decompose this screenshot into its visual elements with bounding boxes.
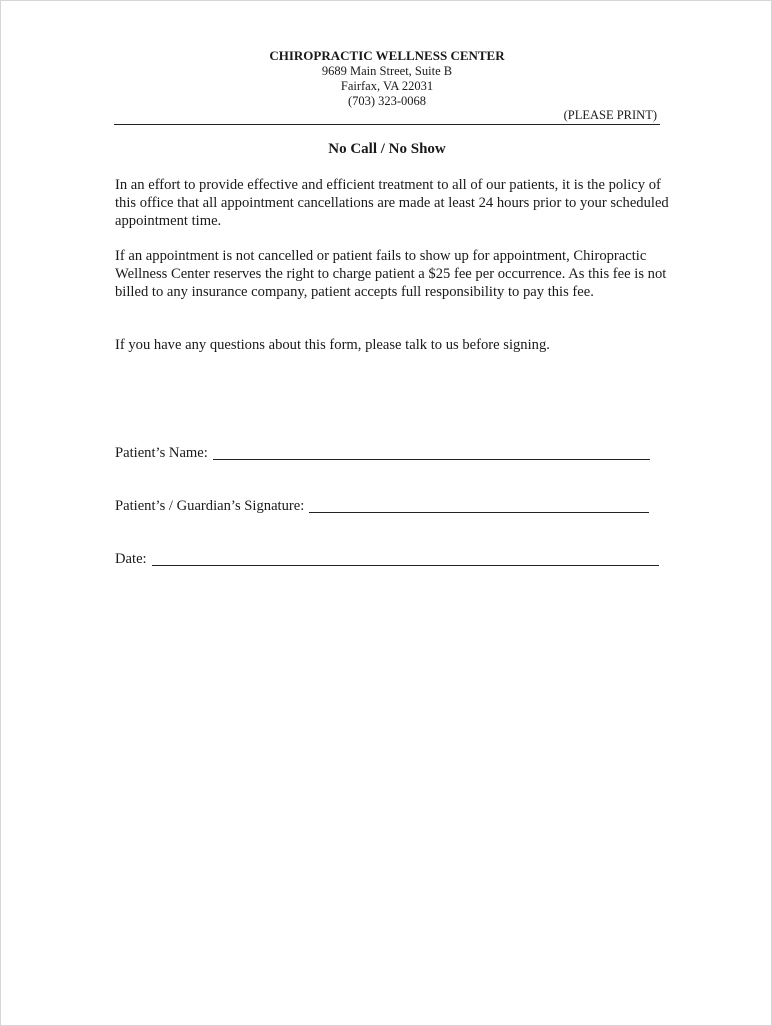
- questions-paragraph: If you have any questions about this form, please talk to us before signing.: [115, 337, 550, 353]
- date-label: Date:: [115, 551, 147, 567]
- address-line-2: Fairfax, VA 22031: [340, 79, 434, 93]
- signature-label: Patient’s / Guardian’s Signature:: [115, 498, 305, 514]
- form-title: No Call / No Show: [328, 141, 446, 157]
- fee-paragraph: If an appointment is not cancelled or patient fails to show up for appointment, Chiropractic Wellness Center reserves the right to charge patient a $25 fee per occurrence. As this fee is not billed to any insurance company, patient accepts full responsibility to pay this fee.: [115, 248, 667, 300]
- signature-field: [115, 497, 649, 515]
- date-field: [115, 550, 659, 568]
- policy-paragraph: In an effort to provide effective and efficient treatment to all of our patients, it is the policy of this office that all appointment cancellations are made at least 24 hours prior to your scheduled appointment time.: [115, 177, 669, 229]
- address-line-1: 9689 Main Street, Suite B: [321, 64, 453, 78]
- please-print-note: (PLEASE PRINT): [563, 108, 657, 122]
- org-name: CHIROPRACTIC WELLNESS CENTER: [269, 48, 505, 63]
- patient-name-field: [115, 444, 650, 462]
- phone-number: (703) 323-0068: [347, 94, 427, 108]
- header-divider: [114, 124, 660, 125]
- patient-name-label: Patient’s Name:: [115, 445, 208, 461]
- date-line[interactable]: [152, 552, 659, 566]
- patient-name-line[interactable]: [213, 446, 650, 460]
- signature-line[interactable]: [309, 499, 649, 513]
